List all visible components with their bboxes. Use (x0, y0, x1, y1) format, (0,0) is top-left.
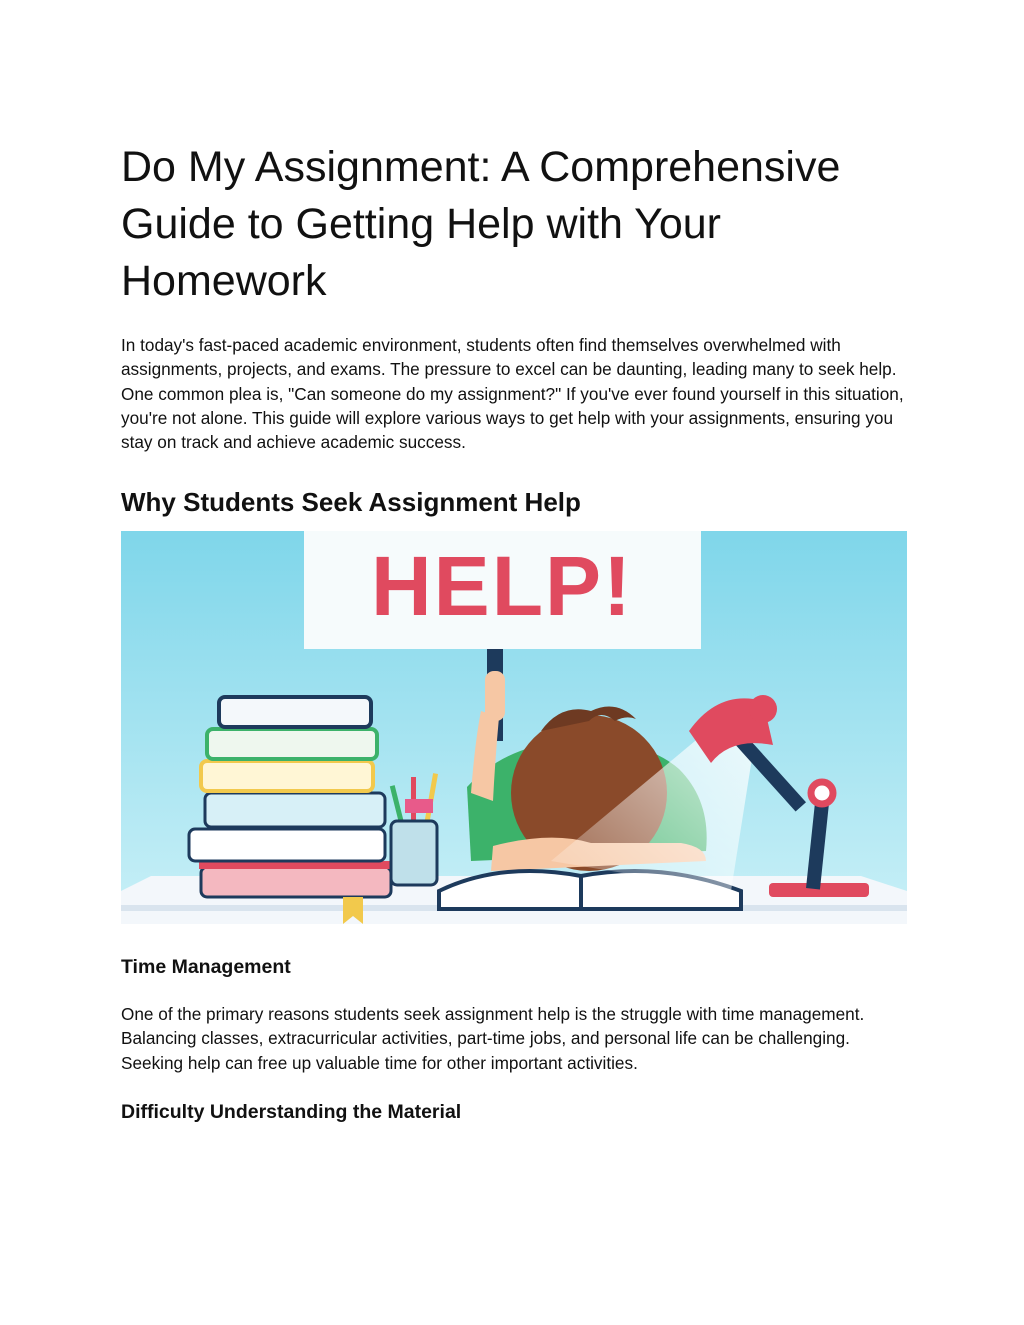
sign-text: HELP! (371, 539, 633, 633)
intro-paragraph: In today's fast-paced academic environment, students often find themselves overwhelmed with assignments, projects, and exams. The pressure to excel can be daunting, leading many to seek help. One common plea is, "Can someone do my assignment?" If you've ever found yourself in this situation, you're not alone. This guide will explore various ways to get help with your assignments, ensuring you stay on track and achieve academic success. (121, 335, 904, 453)
section-heading: Why Students Seek Assignment Help (121, 487, 581, 517)
book-stack-icon (189, 697, 391, 924)
document-title: Do My Assignment: A Comprehensive Guide to Getting Help with Your Homework (121, 143, 841, 305)
subsection-paragraph: One of the primary reasons students seek assignment help is the struggle with time management. Balancing classes, extracurricular activities, part-time jobs, and personal life can be challenging. Seeking help can free up valuable time for other important activities. (121, 1004, 865, 1073)
subsection-heading: Time Management (121, 956, 291, 978)
subsection-heading: Difficulty Understanding the Material (121, 1101, 462, 1123)
help-illustration (121, 531, 907, 924)
